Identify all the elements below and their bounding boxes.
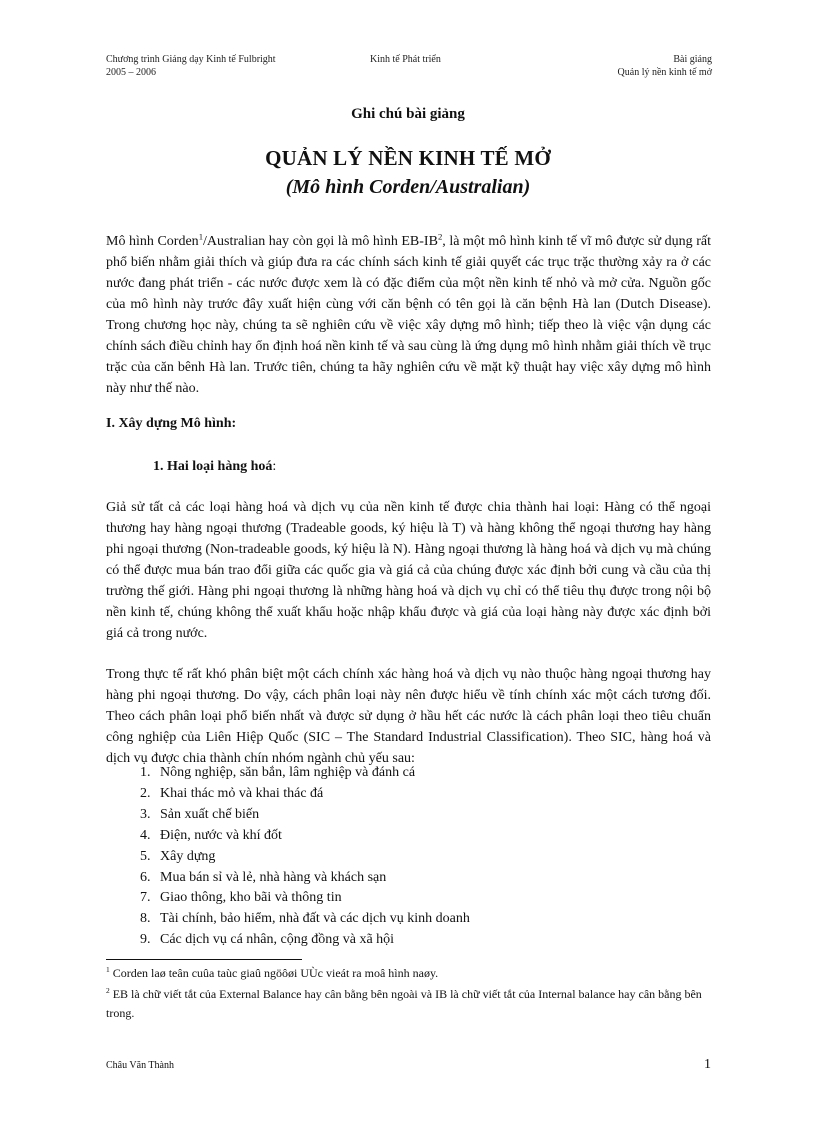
- list-item: 1. Nông nghiệp, săn bắn, lâm nghiệp và đánh cá: [154, 763, 714, 784]
- list-item: 4. Điện, nước và khí đốt: [154, 826, 714, 847]
- footnote-ref-2[interactable]: 2: [437, 231, 443, 242]
- list-item: 6. Mua bán sỉ và lẻ, nhà hàng và khách sạn: [154, 868, 714, 889]
- subsection-colon: :: [272, 459, 277, 474]
- header-years: 2005 – 2006: [106, 67, 156, 78]
- page-subtitle: (Mô hình Corden/Australian): [285, 176, 531, 198]
- list-item: 7. Giao thông, kho bãi và thông tin: [154, 888, 714, 909]
- classification-paragraph: Trong thực tế rất khó phân biệt một cách chính xác hàng hoá và dịch vụ nào thuộc hàng ngoại thương hay hàng phi ngoại thương. Do vậy, cách phân loại này nên được hiểu về tính chính xác một cách tương đối. Theo cách phân loại phổ biến nhất và được sử dụng ở hầu hết các nước là cách phân loại theo tiêu chuẩn công nghiệp của Liên Hiệp Quốc (SIC – The Standard Industrial Classification). Theo SIC, hàng hoá và dịch vụ được chia thành chín nhóm ngành chủ yếu sau:: [106, 667, 711, 766]
- footnote-ref-1[interactable]: 1: [198, 231, 204, 242]
- page-number: 1: [704, 1057, 711, 1072]
- intro-paragraph: [106, 231, 711, 399]
- footnote-1-number: 1: [106, 965, 110, 974]
- goods-definition-paragraph: Giả sử tất cả các loại hàng hoá và dịch vụ của nền kinh tế được chia thành hai loại: Hàng có thể ngoại thương hay hàng ngoại thương (Tradeable goods, ký hiệu là T) và hàng không thể ngoại thương hay hàng phi ngoại thương (Non-tradeable goods, ký hiệu là N). Hàng ngoại thương là hàng hoá và dịch vụ mà chúng có thể được mua bán trao đổi giữa các quốc gia và giá cả của chúng được xác định bởi cung và cầu của thị trường thế giới. Hàng phi ngoại thương là những hàng hoá và dịch vụ chỉ có thể tiêu thụ được trong nội bộ nền kinh tế, chúng không thể xuất khẩu hoặc nhập khẩu được và giá của loại hàng này được xác định bởi giá cả trong nước.: [106, 500, 712, 641]
- header-left: [106, 53, 276, 79]
- footnote-2-text: EB là chữ viết tắt của External Balance hay cân bằng bên ngoài và IB là chữ viết tắt của Internal balance hay cân bằng bên trong.: [106, 987, 702, 1020]
- lecture-note-label: Ghi chú bài giảng: [351, 106, 465, 122]
- section-heading: I. Xây dựng Mô hình:: [106, 416, 237, 431]
- footnote-2-number: 2: [106, 986, 110, 995]
- sector-list: [106, 763, 714, 951]
- footnote-1: [106, 964, 716, 983]
- list-item: 2. Khai thác mỏ và khai thác đá: [154, 784, 714, 805]
- intro-text-3: , là một mô hình kinh tế vĩ mô được sử dụng rất phổ biến nhằm giải thích và giúp đưa ra các chính sách kinh tế giải quyết các trục trặc thường xảy ra ở các nước đang phát triển - các nước được xem là có đặc điểm của một nền kinh tế nhỏ và mở cửa. Nguồn gốc của mô hình này trước đây xuất hiện cùng với căn bệnh có tên gọi là căn bệnh Hà lan (Dutch Disease). Trong chương học này, chúng ta sẽ nghiên cứu về việc xây dựng mô hình; tiếp theo là việc vận dụng các chính sách điều chỉnh hay ổn định hoá nền kinh tế và sau cùng là ứng dụng mô hình nhằm giải thích về trục trặc của căn bênh Hà lan. Trước tiên, chúng ta hãy nghiên cứu về mặt kỹ thuật hay việc xây dựng mô hình này như thế nào.: [106, 234, 711, 396]
- list-item: 5. Xây dựng: [154, 847, 714, 868]
- header-right: [618, 53, 712, 79]
- footnote-divider: [106, 959, 302, 960]
- header-course: Kinh tế Phát triển: [370, 54, 441, 65]
- header-lecture-topic: Quản lý nền kinh tế mở: [617, 67, 712, 78]
- footer-author: Châu Văn Thành: [106, 1060, 174, 1071]
- footnote-1-text: Corden laø teân cuûa taùc giaû ngöôøi UÙc vieát ra moâ hình naøy.: [109, 966, 439, 980]
- page-title: QUẢN LÝ NỀN KINH TẾ MỞ: [265, 146, 551, 170]
- list-item: 8. Tài chính, bảo hiểm, nhà đất và các dịch vụ kinh doanh: [154, 909, 714, 930]
- subsection-heading: [153, 459, 276, 475]
- intro-text-2: /Australian hay còn gọi là mô hình EB-IB: [203, 234, 438, 249]
- list-item: 9. Các dịch vụ cá nhân, cộng đồng và xã hội: [154, 930, 714, 951]
- header-program: Chương trình Giảng dạy Kinh tế Fulbright: [106, 54, 276, 65]
- intro-text-1: Mô hình Corden: [106, 234, 199, 249]
- header-doc-type: Bài giảng: [673, 54, 712, 65]
- footnote-2: [106, 985, 716, 1023]
- list-item: 3. Sản xuất chế biến: [154, 805, 714, 826]
- subsection-title: 1. Hai loại hàng hoá: [153, 459, 273, 474]
